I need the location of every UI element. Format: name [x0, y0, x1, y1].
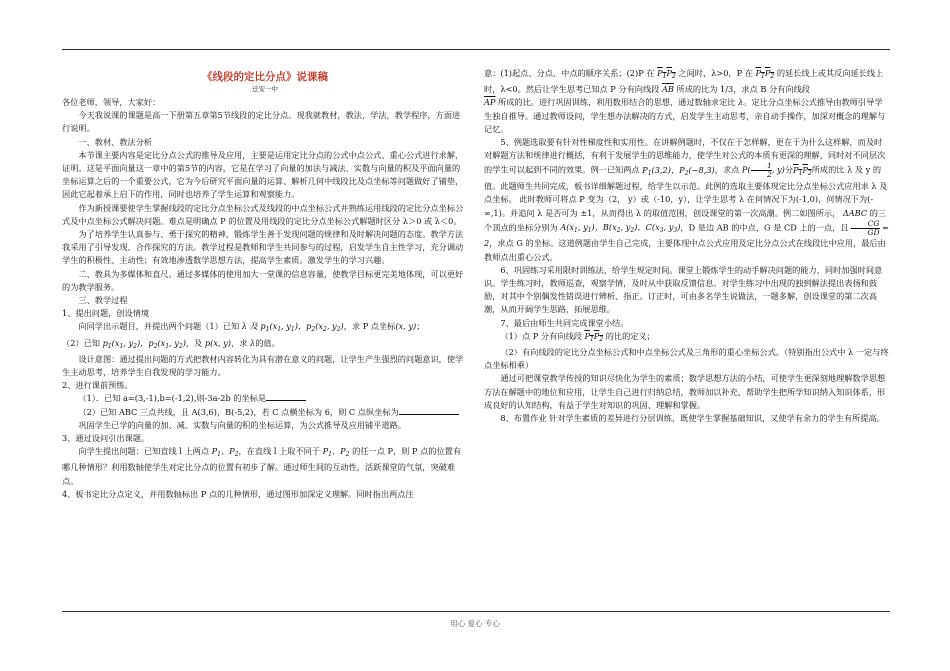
intro-paragraph: 今天我说课的课题是高一下册第五章第5节线段的定比分点。现我就教材，教法，学法，教学程序，方面进行说明。	[62, 110, 461, 134]
paragraph-1: 本节课主要内容是定比分点公式的推导及应用，主要是运用定比分点的公式中点公式、重心公式进行求解，证明。这是平面向量这一章中的第5节的内容，它是在学习了向量的加法与减法、实数与向量的积及平面向量的坐标运算之后的一个重要公式，它为今后研究平面向量的运算、解析几何中线段比及点坐标等问题做好了铺垫，因此它起着承上启下的作用，同时也培养了学生运算和观察能力。	[62, 149, 464, 200]
step-1-problem-2: （2）已知 $p_1(x_1$, $y_2$)，$p_2(x_1$, $y_2$)，及 p(x, y)，求 λ的值。	[62, 337, 280, 350]
step-7-heading: 7、最后由师生共同完成课堂小结。	[500, 317, 629, 328]
section-heading-1: 一、教材、教法分析	[78, 136, 153, 147]
step-2-design: 巩固学生已学的向量的加、减、实数与向量的积的坐标运算，为公式推导及应用铺平道路。	[78, 419, 406, 430]
section-heading-3: 三、教学过程	[78, 295, 128, 306]
step-7-summary: 通过可把课堂教学传授的知识尽快化为学生的素质；数学思想方法的小结，可使学生更深刻地理解数学思想方法在解题中的地位和应用，让学生自己进行归纳总结，教师加以补充，帮助学生把所学知识纳入知识体系，形成良好的认知结构，有益于学生对知识的巩固、理解和掌握。	[484, 373, 886, 410]
header-rule	[62, 49, 890, 50]
section-heading-2: 二、教具为多媒体和直尺。通过多媒体的使用加大一堂课的信息容量，使教学目标更完美地体现，可以更好的为教学服务。	[62, 268, 464, 292]
step-3-heading: 3、通过设问引出课题。	[62, 433, 150, 444]
step-7-item-2: （2）有向线段的定比分点坐标公式和中点坐标公式及三角形的重心坐标公式。（特别指出公式中 λ 一定与终点坐标相乘）	[484, 347, 889, 371]
step-6-paragraph: 6、巩固练习采用限时训练法，给学生规定时间。课堂上锻炼学生的动手解决问题的能力，同时加强时间意识。学生练习时，教师巡查，观察学情，及时从中获取反馈信息。对学生练习中出现的独到解法提出表扬和鼓励，对其中个别偶发性错误进行辨析、指正。订正时，可由多名学生说做法，一题多解，创设课堂的第二次高潮，从而开阔学生思路，拓展思维。	[484, 264, 883, 315]
step-7-item-1: （1）点 P 分有向线段 $P_1P_2$ 的比的定义；	[500, 330, 655, 343]
step-2-q2: （2）已知 ABC 三点共线，且 A(3,6)，B(-5,2)，若 C 点横坐标为 6，则 C 点纵坐标为	[62, 406, 468, 419]
doc-title: 《线段的定比分点》说课稿	[202, 71, 328, 83]
paragraph-2: 作为新授课要使学生掌握线段的定比分点坐标公式及线段的中点坐标公式并熟练运用线段的定比分点坐标公式及中点坐标公式解决问题。难点是明确点 P 的位置及用线段的定比分点坐标公式解题时区分 λ＞0 或 λ＜0。	[62, 202, 464, 226]
left-column	[62, 67, 468, 501]
page-footer: 用心 爱心 专心	[450, 619, 500, 628]
step-2-q1: （1）．已知 a=(3,-1),b=(-1,2),则-3a-2b 的坐标是	[62, 392, 468, 405]
footer-rule	[62, 611, 890, 612]
paragraph-3: 为了培养学生认真参与、勇于探究的精神，锻炼学生善于发现问题的规律和及时解决问题的态度。教学方法我采用了引导发现、合作探究的方法。教学过程是教师和学生共同参与的过程，启发学生自主性学习，充分调动学生的积极性、主动性；有效地渗透数学思想方法，提高学生素质。激发学生的学习兴趣。	[62, 229, 464, 266]
right-para-2: $\overline{AP}$ 所成的比。进行巩固训练，利用数形结合的思想，通过数轴求定比 λ。定比分点坐标公式推导由教师引导学生独自推导。通过教师设问，学生想办法解决的方式，启发学生主动思考，亲自动手操作，加深对概念的理解与记忆。	[484, 97, 886, 134]
step-2-heading: 2、进行课前预练。	[62, 380, 133, 391]
doc-author: 迁安一中	[252, 85, 278, 93]
step-1-heading: 1、提出问题，创设情境	[62, 308, 150, 319]
step-4-heading: 4、板书定比分点定义，并用数轴标出 P 点的几种情形，通过图形加深定义理解。同时指出两点注	[62, 488, 414, 499]
step-5-paragraph: 5、例题选取要有针对性梯度性和实用性。在讲解例题时，不仅在于怎样解，更在于为什么这样解，而及时对解题方法和规律进行概括，有利于发展学生的思维能力，使学生对公式的本质有更深的理解，同时对不同层次的学生可以起到不同的效果。例一已知两点 $P_1(3,2)$，$P_2(-8,3)$，求点 P( $\frac{1}{2}$ , y)分$P_1P_2$所成的比 λ 及 y 的值。此题师生共同完成，板书详细解题过程，给学生以示范。此例的选取主要体现定比分点坐标公式应用求 λ 及点坐标。 此时教师可将点 P 变为（2， y）或（-10，y），让学生思考 λ 在何情况下为(-1,0)，何情况下为(-∞,1)。并追问 λ 是否可为 ±1，从而得出 λ 的取值范围，创设课堂的第一次高潮。例二如图所示， ΔABC 的三个顶点的坐标分别为 $A(x_1$, $y_1$)，$B(x_2$, $y_2$)，$C(x_3$, $y_3$)，D 是边 AB 的中点，G 是 CD 上的一点，且 $\frac{CG}{GD}$ = 2，求点 G 的坐标。这道例题由学生自己完成，主要体现中点公式应用及定比分点公式在线段比中应用，最后由教师点出重心公式。	[484, 137, 890, 262]
right-para-1: 意：(1)起点、分点、中点的顺序关系；(2)P 在 $P_1P_2$ 之间时，λ>0，P 在 $P_1P_2$ 的延长线上或其反向延长线上时，λ<0。然后让学生思考已知点 P 分有向线段 $\overline{AB}$ 所成的比为 1/3，求点 B 分有向线段	[484, 68, 884, 95]
greeting: 各位老师，领导，大家好：	[62, 97, 161, 107]
step-3-problem: 向学生提出问题：已知直线 l 上两点 $P_1$、$P_2$，在直线 l 上取不同于 $P_1$、$P_2$ 的任一点 P，则 P 点的位置有哪几种情形？利用数轴使学生对定比分点的位置有初步了解。通过师生间的互动性，活跃课堂的气氛，突破难点。	[62, 446, 462, 486]
step-1-design: 设计意图：通过提出问题的方式把教材内容转化为具有潜在意义的问题，让学生产生强烈的问题意识，使学生主动思考，培养学生自我发现的学习能力。	[62, 353, 464, 378]
step-8-homework: 8、布置作业 针对学生素质的差异进行分层训练，既使学生掌握基础知识，又使学有余力的学生有所提高。	[500, 413, 885, 424]
step-1-problem: 向同学出示题目，并提出两个问题（1）已知 λ 及 $p_1(x_1$, $y_1$)，$p_2(x_2$, $y_2$)，求 P 点坐标(x, y)；	[78, 321, 425, 334]
right-column	[484, 67, 890, 425]
